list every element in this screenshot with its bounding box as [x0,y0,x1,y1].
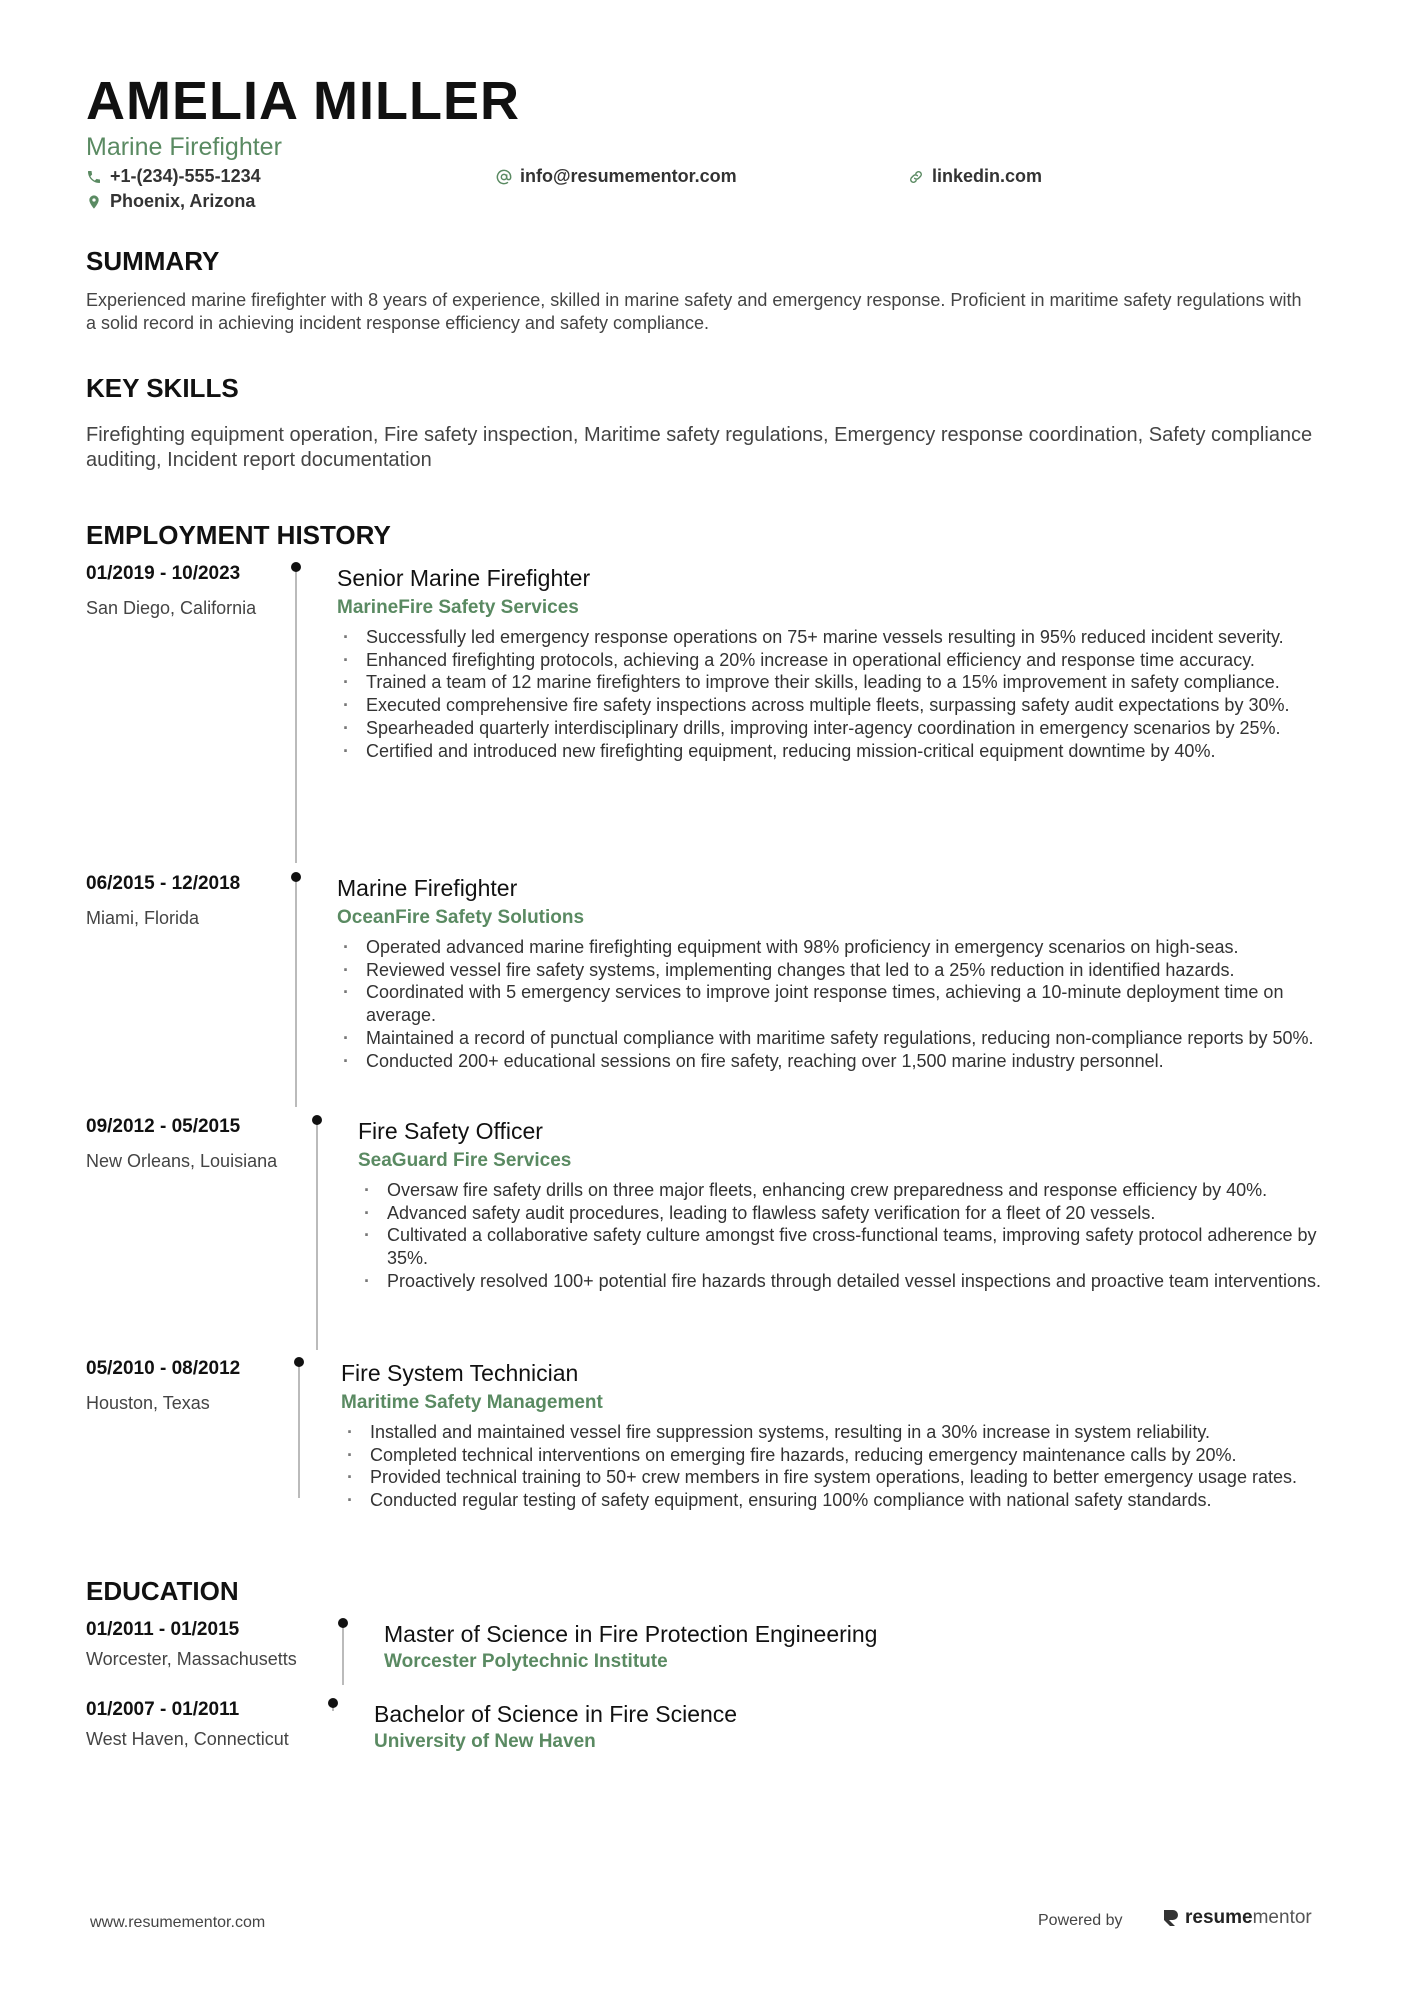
summary-heading: SUMMARY [86,246,220,276]
timeline-dot [312,1115,322,1125]
job-location: Houston, Texas [86,1393,210,1413]
education-location: Worcester, Massachusetts [86,1649,297,1669]
footer-website[interactable]: www.resumementor.com [90,1914,266,1931]
job-bullets [358,1179,1338,1293]
contact-email[interactable] [496,166,737,187]
timeline-dot [291,562,301,572]
job-bullet: · Oversaw fire safety drills on three major fleets, enhancing crew preparedness and response efficiency by 40%. [358,1179,1338,1202]
job-bullet: · Maintained a record of punctual compliance with maritime safety regulations, reducing non-compliance reports by 50%. [337,1027,1337,1050]
job-role: Marine Firefighter [337,875,518,901]
job-role: Senior Marine Firefighter [337,565,591,591]
education-heading: EDUCATION [86,1576,239,1606]
timeline-line [298,1362,300,1498]
resumementor-logo-icon [1162,1908,1180,1928]
job-bullet: · Provided technical training to 50+ crew members in fire system operations, leading to better emergency usage rates. [341,1466,1341,1489]
summary-text: Experienced marine firefighter with 8 years of experience, skilled in marine safety and emergency response. Proficient in maritime safety regulations with a solid record in achieving incident response efficiency and safety compliance. [86,290,1302,333]
link-icon [908,169,924,185]
resume-page [86,0,1326,1995]
job-entry [86,873,1336,1108]
job-bullets [337,626,1337,762]
candidate-name: AMELIA MILLER [86,71,520,131]
education-school: Worcester Polytechnic Institute [384,1651,668,1672]
education-degree: Master of Science in Fire Protection Engineering [384,1621,878,1647]
contact-phone [86,166,261,187]
brand-bold: resume [1185,1907,1253,1928]
job-location: San Diego, California [86,598,257,618]
job-bullet: · Trained a team of 12 marine firefighters to improve their skills, leading to a 15% improvement in safety compliance. [337,671,1337,694]
job-details [337,563,1337,762]
job-company: MarineFire Safety Services [337,597,579,618]
job-entry [86,563,1336,863]
contact-location [86,191,255,212]
timeline-line [295,877,297,1107]
resumementor-logo[interactable] [1162,1907,1312,1929]
job-dates: 06/2015 - 12/2018 [86,873,241,894]
job-bullet: · Advanced safety audit procedures, leading to flawless safety verification for a fleet of 20 vessels. [358,1202,1338,1225]
job-bullet: · Executed comprehensive fire safety inspections across multiple fleets, surpassing safety audit expectations by 30%. [337,694,1337,717]
phone-text: +1-(234)-555-1234 [110,166,261,186]
candidate-title: Marine Firefighter [86,133,282,161]
job-bullet: · Operated advanced marine firefighting equipment with 98% proficiency in emergency scenarios on high-seas. [337,936,1337,959]
phone-icon [86,169,102,185]
job-bullet: · Successfully led emergency response operations on 75+ marine vessels resulting in 95% reduced incident severity. [337,626,1337,649]
brand-light: mentor [1252,1907,1312,1928]
linkedin-text[interactable]: linkedin.com [932,166,1043,186]
education-school: University of New Haven [374,1731,596,1752]
location-pin-icon [86,194,102,210]
job-details [358,1116,1338,1293]
timeline-dot [338,1618,348,1628]
job-role: Fire System Technician [341,1360,579,1386]
education-location: West Haven, Connecticut [86,1729,289,1749]
skills-text: Firefighting equipment operation, Fire safety inspection, Maritime safety regulations, Emergency response coordination, Safety compliance auditing, Incident report documentation [86,424,1313,471]
job-details [337,873,1337,1072]
job-dates: 05/2010 - 08/2012 [86,1358,241,1379]
job-dates: 01/2019 - 10/2023 [86,563,241,584]
contact-linkedin[interactable] [908,166,1042,187]
employment-heading: EMPLOYMENT HISTORY [86,520,391,550]
job-entry [86,1116,1336,1351]
job-location: New Orleans, Louisiana [86,1151,278,1171]
education-entry [86,1619,1336,1689]
job-company: Maritime Safety Management [341,1392,603,1413]
skills-heading: KEY SKILLS [86,373,239,403]
timeline-line [295,567,297,863]
at-icon [496,169,512,185]
job-bullet: · Installed and maintained vessel fire suppression systems, resulting in a 30% increase in system reliability. [341,1421,1341,1444]
job-bullets [337,936,1337,1072]
email-text[interactable]: info@resumementor.com [520,166,737,186]
education-dates: 01/2007 - 01/2011 [86,1699,240,1720]
education-dates: 01/2011 - 01/2015 [86,1619,240,1640]
job-bullet: · Reviewed vessel fire safety systems, implementing changes that led to a 25% reduction in identified hazards. [337,959,1337,982]
education-degree: Bachelor of Science in Fire Science [374,1701,738,1727]
job-bullet: · Coordinated with 5 emergency services to improve joint response times, achieving a 10-minute deployment time on average. [337,981,1337,1026]
job-bullet: · Conducted regular testing of safety equipment, ensuring 100% compliance with national safety standards. [341,1489,1341,1512]
job-bullet: · Proactively resolved 100+ potential fire hazards through detailed vessel inspections and proactive team interventions. [358,1270,1338,1293]
job-company: OceanFire Safety Solutions [337,907,585,928]
timeline-dot [328,1698,338,1708]
timeline-line [342,1623,344,1685]
job-bullet: · Conducted 200+ educational sessions on fire safety, reaching over 1,500 marine industry personnel. [337,1050,1337,1073]
job-dates: 09/2012 - 05/2015 [86,1116,241,1137]
job-bullet: · Certified and introduced new firefighting equipment, reducing mission-critical equipment downtime by 40%. [337,740,1337,763]
job-bullet: · Cultivated a collaborative safety culture amongst five cross-functional teams, improving safety protocol adherence by 35%. [358,1224,1338,1269]
location-text: Phoenix, Arizona [110,191,256,211]
job-entry [86,1358,1336,1511]
powered-by-label: Powered by [1038,1912,1123,1929]
education-entry [86,1699,1336,1769]
job-company: SeaGuard Fire Services [358,1150,572,1171]
education-details [384,1619,1284,1673]
job-bullets [341,1421,1341,1512]
timeline-dot [294,1357,304,1367]
job-location: Miami, Florida [86,908,200,928]
job-bullet: · Enhanced firefighting protocols, achieving a 20% increase in operational efficiency and response time accuracy. [337,649,1337,672]
education-details [374,1699,1274,1753]
job-bullet: · Completed technical interventions on emerging fire hazards, reducing emergency maintenance calls by 20%. [341,1444,1341,1467]
job-details [341,1358,1341,1512]
timeline-line [316,1120,318,1350]
job-role: Fire Safety Officer [358,1118,543,1144]
timeline-dot [291,872,301,882]
job-bullet: · Spearheaded quarterly interdisciplinary drills, improving inter-agency coordination in emergency scenarios by 25%. [337,717,1337,740]
